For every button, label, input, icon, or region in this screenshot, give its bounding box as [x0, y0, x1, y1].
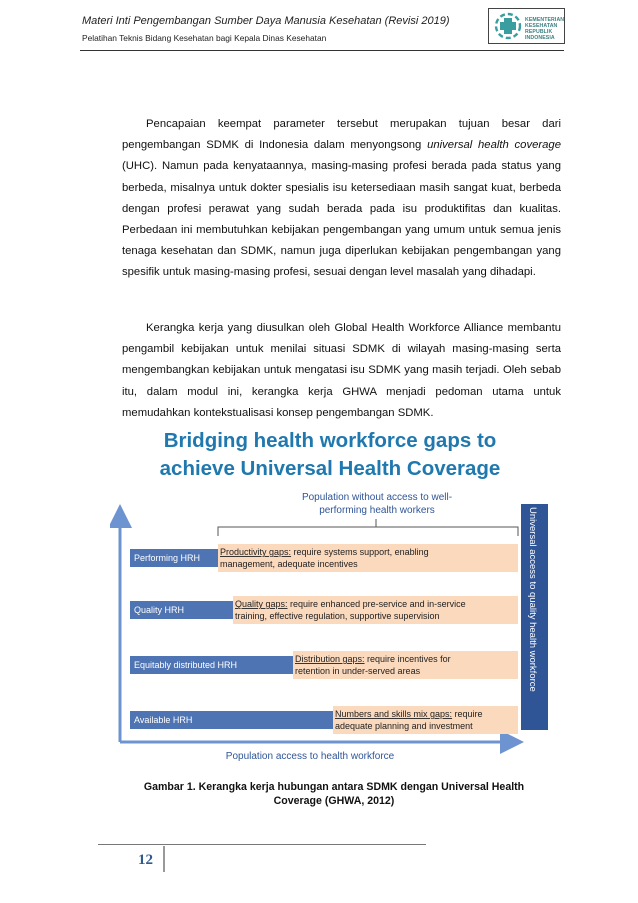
- quality-gap-rest: require enhanced pre-service and in-service: [287, 599, 466, 609]
- ghwa-framework-figure: [110, 424, 550, 764]
- performing-hrh-label: Performing HRH: [134, 553, 201, 563]
- quality-gap-title: Quality gaps:: [235, 599, 288, 609]
- quality-gap-line2: training, effective regulation, supportive supervision: [235, 611, 440, 621]
- page-number: 12: [138, 852, 153, 868]
- logo-text-line3: REPUBLIK: [525, 29, 553, 35]
- logo-text-line2: KESEHATAN: [525, 23, 558, 29]
- figure-caption-line2: Coverage (GHWA, 2012): [273, 795, 395, 807]
- header-subtitle: Pelatihan Teknis Bidang Kesehatan bagi Kepala Dinas Kesehatan: [82, 33, 327, 43]
- numbers-skills-gap-line2: adequate planning and investment: [335, 721, 473, 731]
- productivity-gap-title: Productivity gaps:: [220, 547, 292, 557]
- top-label-line1: Population without access to well-: [301, 492, 453, 503]
- paragraph-1-part-a: Pencapaian keempat parameter tersebut merupakan tujuan besar dari pengembangan SDMK di Indonesia dalam menyongsong: [122, 118, 561, 152]
- page-number-divider: [163, 846, 165, 872]
- paragraph-1-part-b: (UHC). Namun pada kenyataannya, masing-masing profesi berada pada status yang berbeda, misalnya untuk dokter spesialis isu ketersediaan masih sangat kuat, berbeda dengan profesi perawat yang sudah berada pada isu produktifitas dan kualitas. Perbedaan ini membutuhkan kebijakan pengembangan yang umum untuk semua jenis tenaga kesehatan dan SDMK, namun juga diperlukan kebijakan pengembangan yang spesifik untuk masing-masing profesi, sesuai dengan level masalah yang dihadapi.: [122, 160, 561, 279]
- productivity-gap-line1: [220, 547, 429, 557]
- numbers-skills-gap-line1: [335, 709, 483, 719]
- productivity-gap-rest: require systems support, enabling: [291, 547, 429, 557]
- figure-title-line1: Bridging health workforce gaps to: [163, 429, 497, 452]
- productivity-gap-line2: management, adequate incentives: [220, 559, 358, 569]
- paragraph-1: [122, 114, 561, 284]
- footer-rule: [98, 844, 426, 845]
- numbers-skills-gap-rest: require: [452, 709, 483, 719]
- framework-diagram: [110, 424, 550, 764]
- ministry-logo: [488, 8, 565, 44]
- distribution-gap-line2: retention in under-served areas: [295, 666, 421, 676]
- bottom-axis-label: Population access to health workforce: [225, 751, 395, 762]
- paragraph-2: [122, 318, 561, 424]
- side-label: Universal access to quality health workforce: [527, 507, 538, 692]
- logo-text-line4: INDONESIA: [525, 35, 555, 41]
- figure-title-line2: achieve Universal Health Coverage: [159, 457, 501, 480]
- paragraph-2-text: Kerangka kerja yang diusulkan oleh Global Health Workforce Alliance membantu pengambil kebijakan untuk menilai situasi SDMK di wilayah masing-masing serta mengembangkan kebijakan untuk mengatasi isu SDMK yang masih terjadi. Oleh sebab itu, dalam modul ini, kerangka kerja GHWA menjadi pedoman utama untuk memudahkan kontekstualisasi konsep pengembangan SDMK.: [122, 322, 561, 419]
- quality-hrh-label: Quality HRH: [134, 605, 185, 615]
- distribution-gap-rest: require incentives for: [364, 654, 451, 664]
- distribution-gap-title: Distribution gaps:: [295, 654, 365, 664]
- distributed-hrh-label: Equitably distributed HRH: [134, 660, 238, 670]
- top-label-line2: performing health workers: [319, 505, 435, 516]
- figure-caption: [110, 780, 558, 808]
- distribution-gap-line1: [295, 654, 451, 664]
- numbers-skills-gap-title: Numbers and skills mix gaps:: [335, 709, 453, 719]
- top-brace: [218, 519, 518, 536]
- logo-text-line1: KEMENTERIAN: [525, 17, 565, 23]
- logo-emblem-icon: [491, 9, 525, 43]
- paragraph-1-emphasis: universal health coverage: [427, 139, 561, 152]
- header-rule: [80, 50, 564, 51]
- header-title: Materi Inti Pengembangan Sumber Daya Manusia Kesehatan (Revisi 2019): [82, 15, 450, 27]
- figure-caption-line1: Gambar 1. Kerangka kerja hubungan antara SDMK dengan Universal Health: [143, 781, 525, 793]
- quality-gap-line1: [235, 599, 466, 609]
- available-hrh-label: Available HRH: [134, 715, 193, 725]
